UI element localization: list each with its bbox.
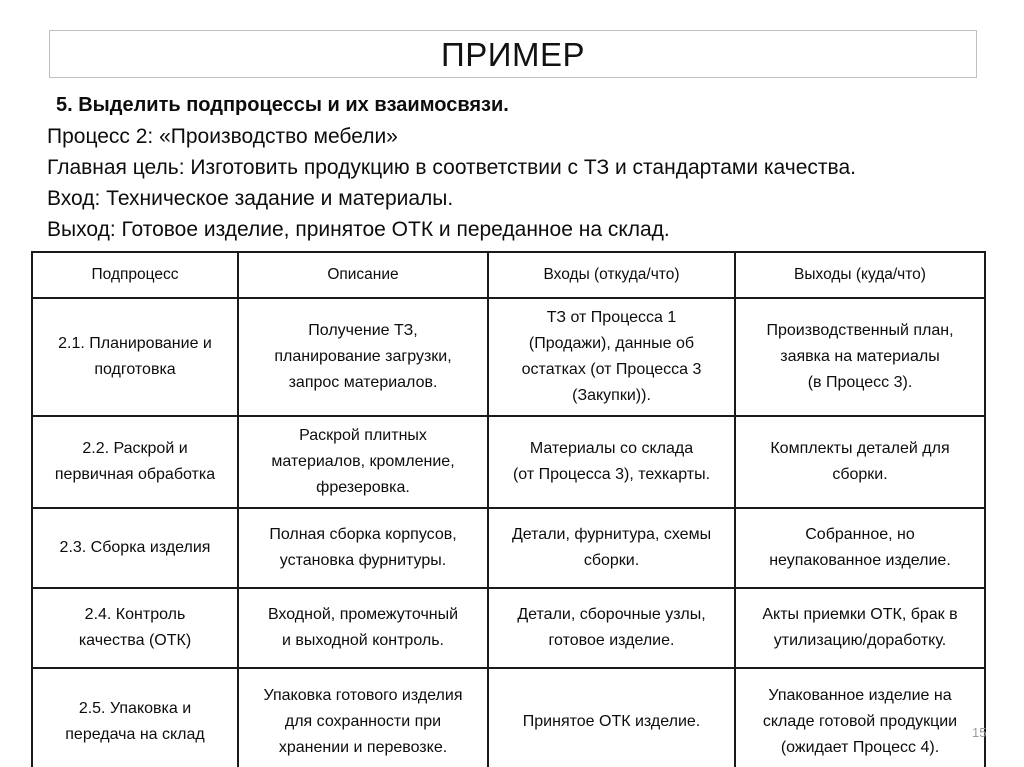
intro-process: Процесс 2: «Производство мебели» bbox=[47, 125, 398, 148]
cell-text-line: качества (ОТК) bbox=[78, 632, 192, 649]
cell-subprocess bbox=[32, 588, 238, 668]
cell-subprocess bbox=[32, 668, 238, 767]
cell-text-line: Производственный план, bbox=[766, 322, 954, 339]
cell-description bbox=[238, 588, 488, 668]
cell-text-line: ТЗ от Процесса 1 bbox=[546, 309, 677, 326]
table-row bbox=[32, 588, 985, 668]
cell-outputs bbox=[735, 508, 985, 588]
cell-text-line: Раскрой плитных bbox=[299, 427, 427, 444]
cell-text-line: (ожидает Процесс 4). bbox=[780, 738, 940, 756]
cell-text-line: 2.4. Контроль bbox=[84, 606, 186, 623]
cell-text-line: подготовка bbox=[94, 361, 176, 378]
cell-text-line: 2.3. Сборка изделия bbox=[59, 539, 211, 556]
cell-text-line: (Закупки)). bbox=[572, 387, 651, 404]
cell-inputs bbox=[488, 508, 735, 588]
cell-subprocess bbox=[32, 508, 238, 588]
intro-goal: Главная цель: Изготовить продукцию в соответствии с ТЗ и стандартами качества. bbox=[47, 156, 856, 179]
intro-input: Вход: Техническое задание и материалы. bbox=[47, 187, 454, 210]
page-title: ПРИМЕР bbox=[441, 35, 585, 73]
cell-text-line: сборки. bbox=[832, 466, 888, 483]
cell-text-line: 2.2. Раскрой и bbox=[82, 440, 188, 457]
cell-outputs bbox=[735, 416, 985, 508]
cell-text-line: для сохранности при bbox=[284, 712, 442, 730]
cell-text-line: утилизацию/доработку. bbox=[773, 632, 947, 649]
cell-inputs bbox=[488, 416, 735, 508]
cell-inputs bbox=[488, 668, 735, 767]
cell-text-line: 2.5. Упаковка и bbox=[78, 699, 192, 717]
cell-text-line: планирование загрузки, bbox=[274, 348, 452, 365]
intro-heading: 5. Выделить подпроцессы и их взаимосвязи. bbox=[56, 94, 509, 116]
subprocess-table bbox=[31, 251, 986, 767]
cell-outputs bbox=[735, 588, 985, 668]
cell-subprocess bbox=[32, 298, 238, 416]
table-row bbox=[32, 416, 985, 508]
intro-text-block bbox=[47, 90, 987, 245]
cell-text-line: материалов, кромление, bbox=[271, 453, 455, 470]
table-row bbox=[32, 668, 985, 767]
cell-subprocess bbox=[32, 416, 238, 508]
intro-output: Выход: Готовое изделие, принятое ОТК и переданное на склад. bbox=[47, 218, 670, 241]
cell-text-line: остатках (от Процесса 3 bbox=[521, 361, 702, 378]
column-header-outputs: Выходы (куда/что) bbox=[735, 252, 985, 298]
cell-text-line: и выходной контроль. bbox=[281, 632, 444, 649]
cell-description bbox=[238, 416, 488, 508]
cell-text-line: Детали, фурнитура, схемы bbox=[511, 526, 712, 543]
cell-text-line: складе готовой продукции bbox=[762, 712, 958, 730]
column-header-subprocess: Подпроцесс bbox=[32, 252, 238, 298]
cell-text-line: Комплекты деталей для bbox=[770, 440, 950, 457]
cell-text-line: Материалы со склада bbox=[529, 440, 694, 457]
cell-text-line: неупакованное изделие. bbox=[769, 552, 951, 569]
cell-text-line: Полная сборка корпусов, bbox=[269, 526, 457, 543]
table-header-row bbox=[32, 252, 985, 298]
cell-text-line: (в Процесс 3). bbox=[807, 374, 913, 391]
cell-text-line: Входной, промежуточный bbox=[267, 606, 459, 623]
cell-description bbox=[238, 508, 488, 588]
cell-text-line: 2.1. Планирование и bbox=[58, 335, 212, 352]
cell-text-line: хранении и перевозке. bbox=[278, 738, 448, 756]
slide-title-box bbox=[49, 30, 977, 78]
cell-outputs bbox=[735, 298, 985, 416]
cell-inputs bbox=[488, 588, 735, 668]
cell-text-line: Собранное, но bbox=[805, 526, 915, 543]
cell-text-line: фрезеровка. bbox=[316, 479, 410, 496]
column-header-inputs: Входы (откуда/что) bbox=[488, 252, 735, 298]
cell-description bbox=[238, 298, 488, 416]
cell-text-line: Акты приемки ОТК, брак в bbox=[762, 606, 958, 623]
page-number: 15 bbox=[972, 725, 987, 740]
cell-text-line: Детали, сборочные узлы, bbox=[517, 606, 706, 623]
table-row bbox=[32, 298, 985, 416]
cell-outputs bbox=[735, 668, 985, 767]
cell-text-line: первичная обработка bbox=[54, 466, 216, 483]
cell-text-line: (от Процесса 3), техкарты. bbox=[512, 466, 711, 483]
table-row bbox=[32, 508, 985, 588]
cell-text-line: Принятое ОТК изделие. bbox=[522, 712, 701, 730]
cell-text-line: готовое изделие. bbox=[548, 632, 675, 649]
cell-text-line: Упакованное изделие на bbox=[768, 686, 952, 704]
cell-text-line: (Продажи), данные об bbox=[528, 335, 695, 352]
cell-text-line: передача на склад bbox=[65, 725, 205, 743]
cell-description bbox=[238, 668, 488, 767]
cell-text-line: сборки. bbox=[583, 552, 640, 569]
cell-text-line: заявка на материалы bbox=[780, 348, 940, 365]
cell-text-line: запрос материалов. bbox=[288, 374, 438, 391]
cell-text-line: Получение ТЗ, bbox=[308, 322, 418, 339]
cell-text-line: Упаковка готового изделия bbox=[263, 686, 463, 704]
cell-inputs bbox=[488, 298, 735, 416]
cell-text-line: установка фурнитуры. bbox=[279, 552, 447, 569]
column-header-description: Описание bbox=[238, 252, 488, 298]
